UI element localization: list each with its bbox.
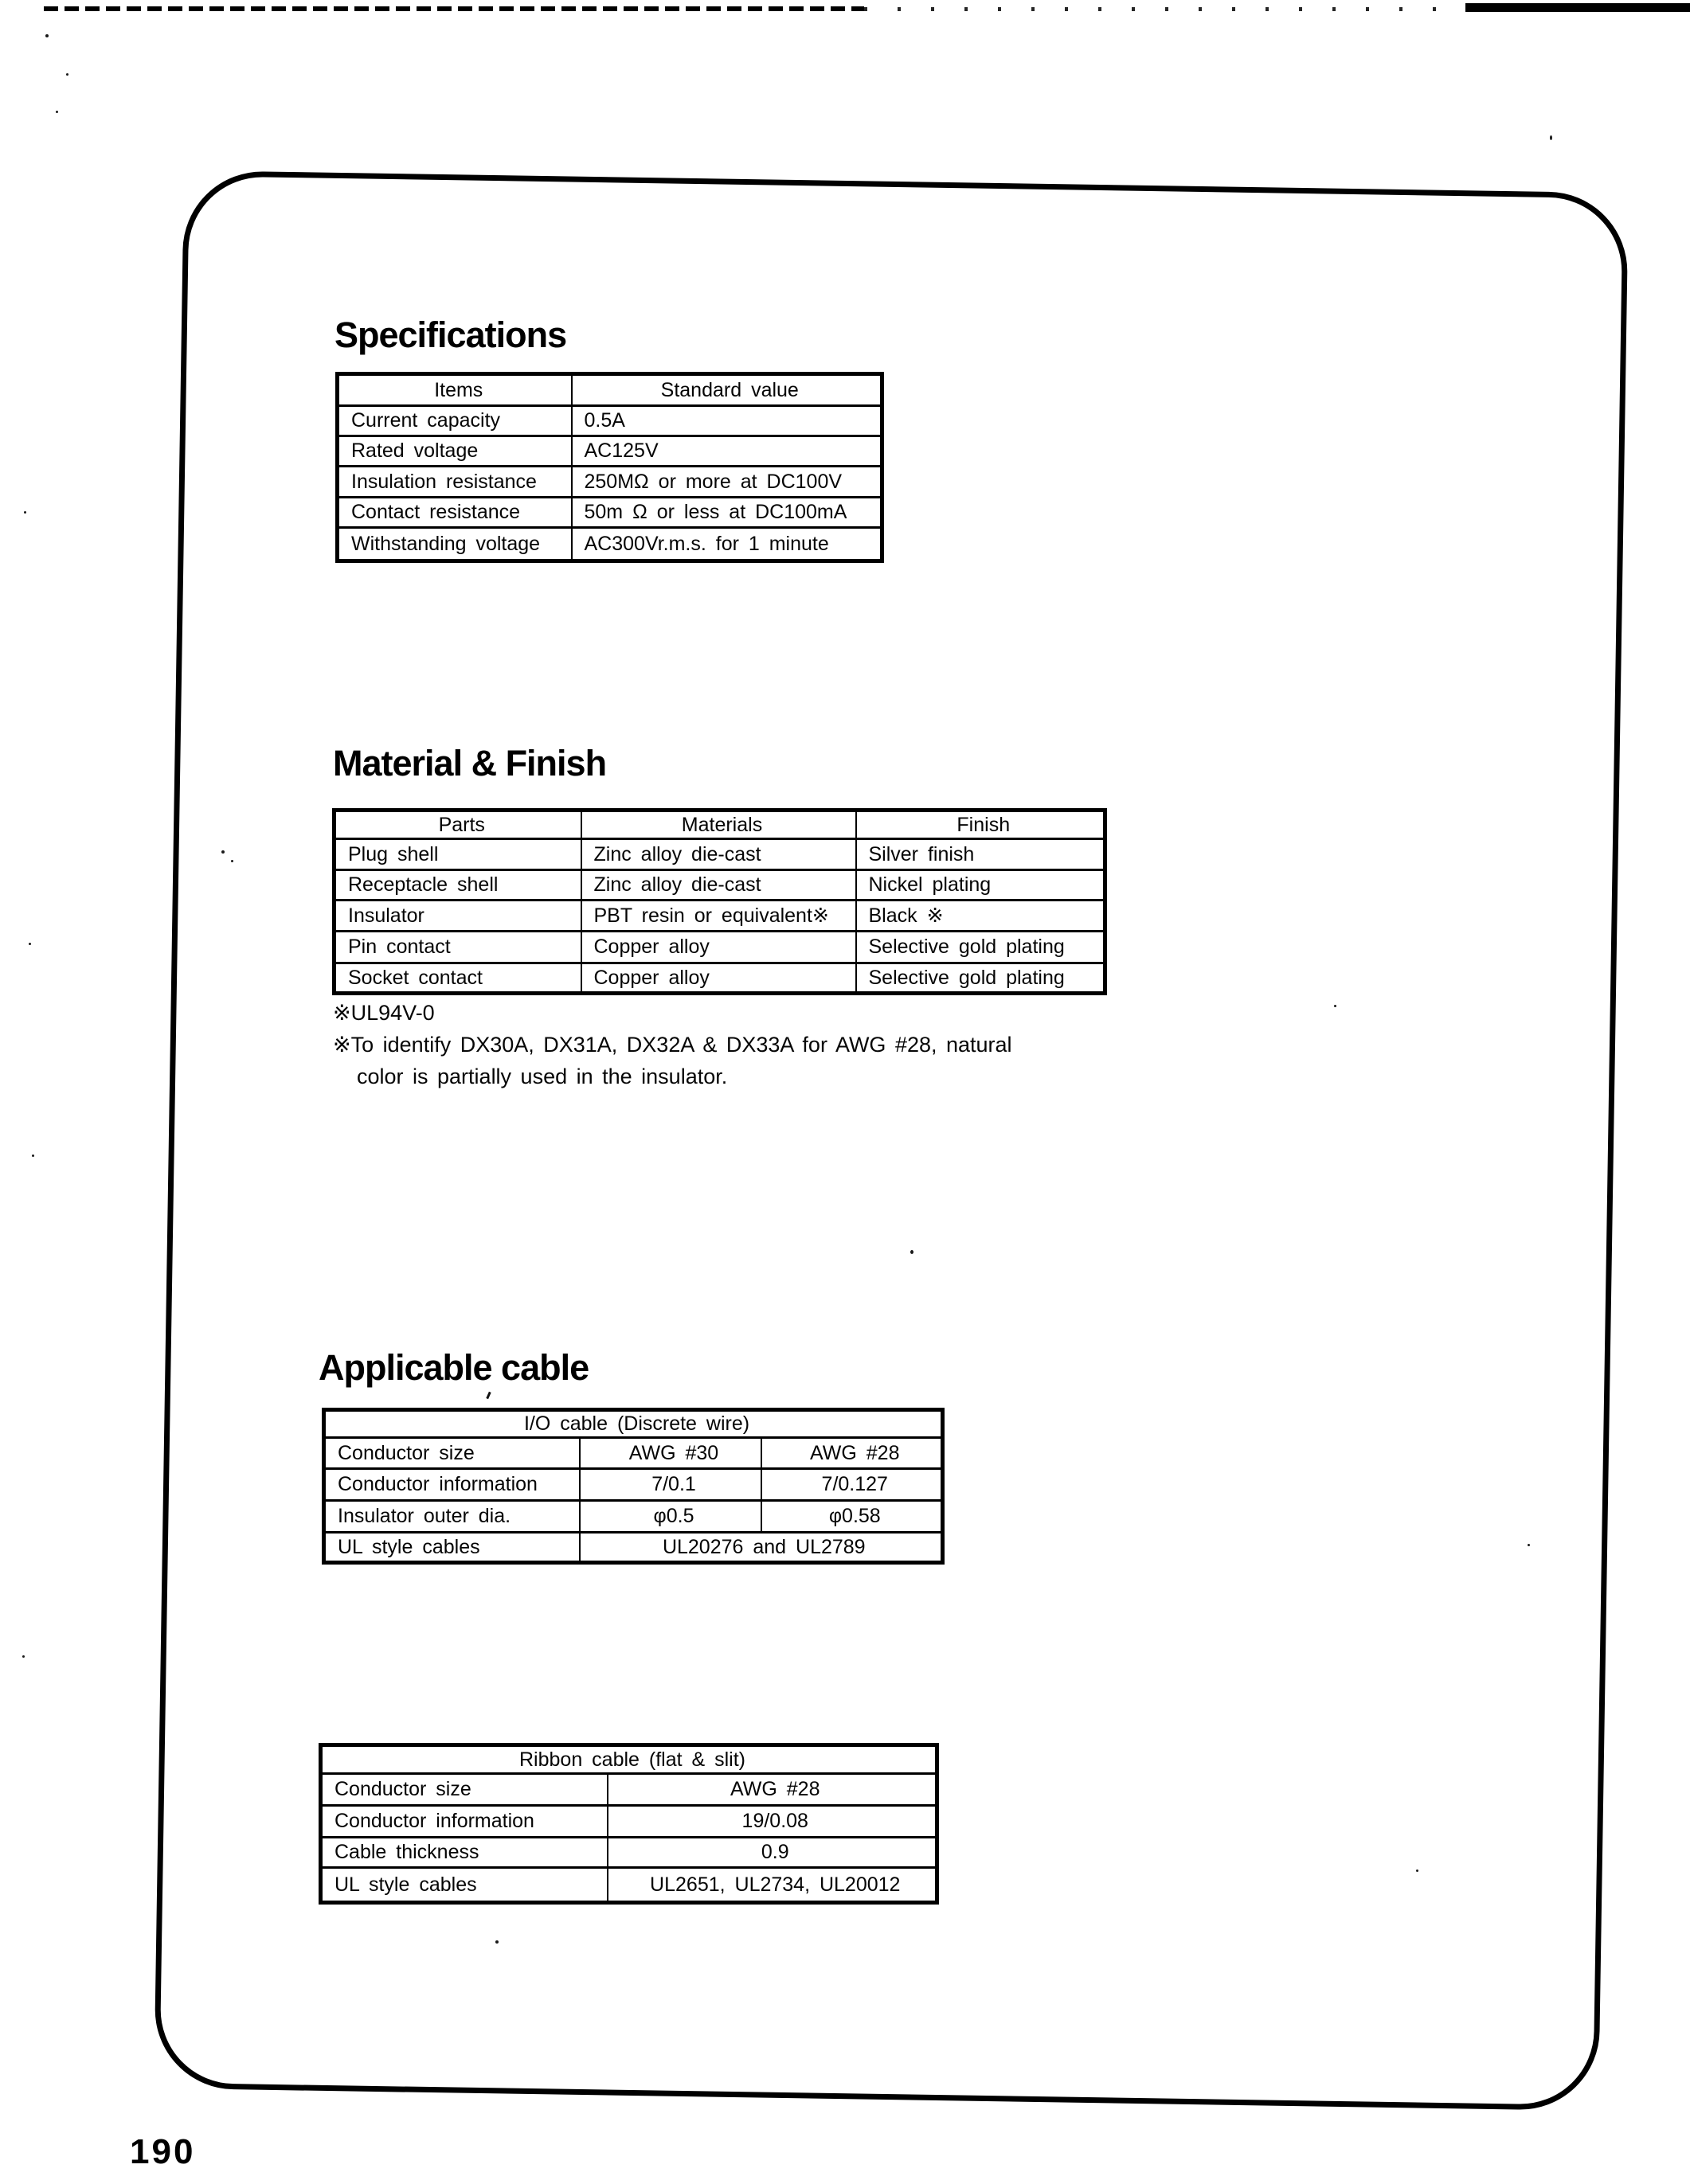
- table-cell: Contact resistance: [338, 498, 572, 528]
- table-caption-row: [321, 1745, 937, 1774]
- table-cell: UL style cables: [324, 1533, 580, 1563]
- table-row: [338, 528, 882, 561]
- table-row: [334, 839, 1105, 870]
- page-number: 190: [130, 2132, 196, 2171]
- section-title-specifications: Specifications: [334, 315, 567, 355]
- table-row: [338, 467, 882, 498]
- table-cell: φ0.58: [761, 1501, 943, 1533]
- section-title-material-finish: Material & Finish: [333, 743, 607, 783]
- scan-speck: [1416, 1869, 1418, 1872]
- table-header-cell: Finish: [856, 811, 1105, 839]
- material-finish-table: [332, 808, 1107, 995]
- note-line: ※To identify DX30A, DX31A, DX32A & DX33A for AWG #28, natural: [333, 1033, 1012, 1057]
- table-cell: AC300Vr.m.s. for 1 minute: [572, 528, 882, 561]
- table-cell: 0.5A: [572, 406, 882, 436]
- table-cell: Conductor information: [324, 1469, 580, 1501]
- table-cell: Rated voltage: [338, 436, 572, 467]
- table-caption-row: [324, 1410, 943, 1438]
- scan-speck: [1334, 1005, 1336, 1007]
- table-cell: PBT resin or equivalent※: [581, 901, 856, 932]
- table-cell: Current capacity: [338, 406, 572, 436]
- scan-speck: [1528, 1544, 1530, 1546]
- table-cell: Zinc alloy die-cast: [581, 839, 856, 870]
- scan-speck: [231, 860, 233, 862]
- table-cell: Copper alloy: [581, 963, 856, 994]
- table-cell: AWG #30: [580, 1438, 761, 1469]
- section-title-applicable-cable: Applicable cable: [319, 1347, 589, 1388]
- ribbon-cable-table: [319, 1743, 939, 1905]
- table-cell: Conductor size: [321, 1774, 608, 1806]
- table-header-row: [334, 811, 1105, 839]
- table-row: [334, 870, 1105, 901]
- table-cell: Receptacle shell: [334, 870, 581, 901]
- table-header-cell: Materials: [581, 811, 856, 839]
- table-header-cell: Standard value: [572, 374, 882, 406]
- scan-speck: [1550, 135, 1552, 140]
- table-row: [321, 1838, 937, 1868]
- table-cell: Withstanding voltage: [338, 528, 572, 561]
- note-line: ※UL94V-0: [333, 1001, 435, 1025]
- scan-speck: [495, 1940, 499, 1944]
- scan-speck: [56, 111, 58, 113]
- table-cell: AWG #28: [608, 1774, 937, 1806]
- table-cell: Insulator outer dia.: [324, 1501, 580, 1533]
- table-cell: UL style cables: [321, 1868, 608, 1903]
- table-header-cell: Items: [338, 374, 572, 406]
- scan-speck: [22, 1655, 25, 1658]
- scan-speck: [221, 850, 225, 854]
- scan-speck: [29, 943, 31, 945]
- scan-speck: [910, 1250, 913, 1254]
- table-cell: Plug shell: [334, 839, 581, 870]
- table-cell: Copper alloy: [581, 932, 856, 963]
- table-cell: AWG #28: [761, 1438, 943, 1469]
- table-cell: Insulation resistance: [338, 467, 572, 498]
- table-cell: Insulator: [334, 901, 581, 932]
- table-row: [324, 1438, 943, 1469]
- table-cell: 0.9: [608, 1838, 937, 1868]
- table-cell: Zinc alloy die-cast: [581, 870, 856, 901]
- page-top-edge-artifact: [1465, 3, 1690, 12]
- table-cell: φ0.5: [580, 1501, 761, 1533]
- table-cell: Nickel plating: [856, 870, 1105, 901]
- io-cable-table: [322, 1408, 945, 1565]
- table-row: [321, 1868, 937, 1903]
- table-row: [321, 1774, 937, 1806]
- table-cell: UL2651, UL2734, UL20012: [608, 1868, 937, 1903]
- scan-speck: [66, 73, 68, 76]
- table-cell: Socket contact: [334, 963, 581, 994]
- table-cell: 7/0.1: [580, 1469, 761, 1501]
- table-row: [334, 963, 1105, 994]
- note-line: color is partially used in the insulator.: [357, 1065, 728, 1088]
- table-row: [324, 1533, 943, 1563]
- table-header-row: [338, 374, 882, 406]
- table-row: [334, 901, 1105, 932]
- table-cell: Conductor size: [324, 1438, 580, 1469]
- material-finish-notes: [333, 997, 1012, 1092]
- table-cell: 7/0.127: [761, 1469, 943, 1501]
- table-cell: UL20276 and UL2789: [580, 1533, 943, 1563]
- table-cell: Conductor information: [321, 1806, 608, 1838]
- table-cell: Selective gold plating: [856, 963, 1105, 994]
- table-cell: 250MΩ or more at DC100V: [572, 467, 882, 498]
- table-cell: 50m Ω or less at DC100mA: [572, 498, 882, 528]
- table-cell: AC125V: [572, 436, 882, 467]
- table-row: [321, 1806, 937, 1838]
- table-row: [338, 436, 882, 467]
- page-top-edge-artifact: [44, 6, 864, 11]
- table-cell: Black ※: [856, 901, 1105, 932]
- table-row: [324, 1469, 943, 1501]
- scan-speck: [32, 1155, 34, 1157]
- table-row: [338, 498, 882, 528]
- scan-speck: [24, 511, 26, 514]
- scan-speck: [45, 34, 49, 37]
- table-cell: 19/0.08: [608, 1806, 937, 1838]
- specifications-table: [335, 372, 884, 563]
- table-cell: Pin contact: [334, 932, 581, 963]
- table-cell: Cable thickness: [321, 1838, 608, 1868]
- page-top-edge-artifact: [864, 7, 1465, 11]
- table-row: [334, 932, 1105, 963]
- table-caption-cell: Ribbon cable (flat & slit): [321, 1745, 937, 1774]
- table-row: [324, 1501, 943, 1533]
- table-caption-cell: I/O cable (Discrete wire): [324, 1410, 943, 1438]
- table-row: [338, 406, 882, 436]
- table-header-cell: Parts: [334, 811, 581, 839]
- table-cell: Selective gold plating: [856, 932, 1105, 963]
- table-cell: Silver finish: [856, 839, 1105, 870]
